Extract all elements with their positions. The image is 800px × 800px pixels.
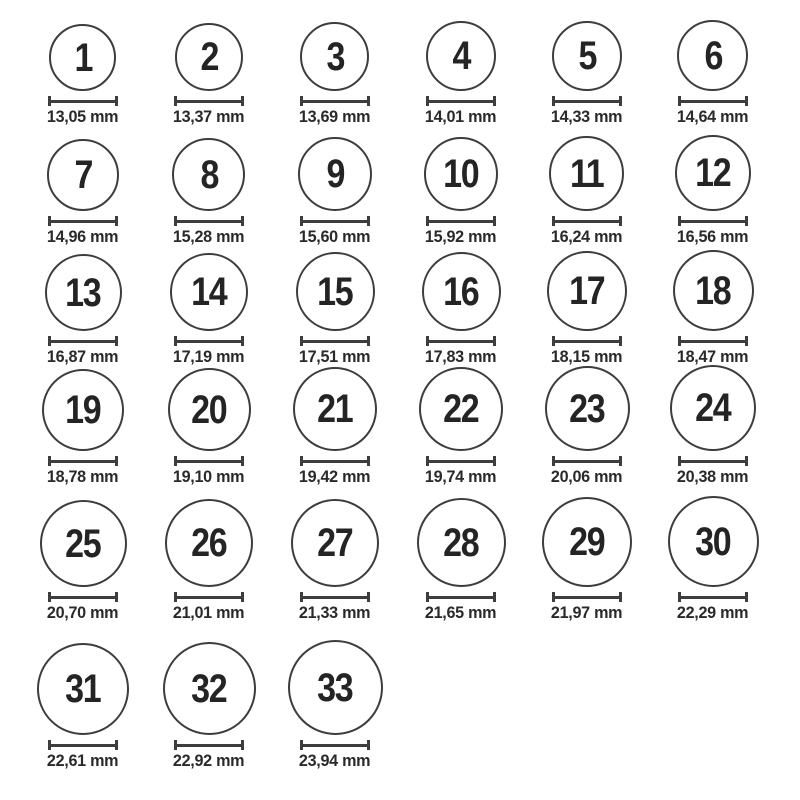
diameter-measure-line <box>48 96 118 106</box>
diameter-label: 17,51 mm <box>299 347 371 366</box>
ring-circle <box>670 365 756 451</box>
ring-size-item <box>423 21 498 126</box>
ring-circle <box>673 250 754 331</box>
diameter-measure-line <box>678 456 748 466</box>
diameter-label: 13,05 mm <box>47 107 119 126</box>
ring-size-item <box>291 499 379 622</box>
ring-size-number: 25 <box>65 521 101 566</box>
ring-size-number: 15 <box>317 269 353 314</box>
ring-circle <box>547 251 627 331</box>
ring-size-number: 22 <box>443 387 479 431</box>
diameter-label: 14,64 mm <box>677 107 749 126</box>
ring-size-item <box>668 496 759 622</box>
ring-size-item <box>549 136 624 246</box>
ring-circle <box>422 252 501 331</box>
ring-size-number: 26 <box>191 521 227 565</box>
ring-circle <box>175 23 243 91</box>
measure-line <box>555 460 619 463</box>
diameter-measure-line <box>426 96 496 106</box>
diameter-label: 19,42 mm <box>299 467 371 486</box>
ring-circle <box>675 135 751 211</box>
ring-size-number: 31 <box>65 667 101 711</box>
diameter-measure-line <box>174 216 244 226</box>
ring-size-number: 16 <box>443 269 479 314</box>
ring-size-item <box>168 368 251 486</box>
diameter-label: 20,38 mm <box>677 467 749 486</box>
ring-size-number: 24 <box>695 386 731 430</box>
measure-line <box>429 460 493 463</box>
diameter-label: 21,01 mm <box>173 603 245 622</box>
diameter-label: 19,10 mm <box>173 467 245 486</box>
ring-circle <box>668 496 759 587</box>
ring-size-item <box>545 366 630 486</box>
ring-circle <box>293 367 377 451</box>
ring-size-number: 7 <box>74 153 92 197</box>
measure-line <box>555 220 619 223</box>
diameter-measure-line <box>48 336 118 346</box>
diameter-label: 18,15 mm <box>551 347 623 366</box>
ring-size-number: 9 <box>326 152 344 196</box>
ring-circle <box>426 21 496 91</box>
measure-line <box>177 596 241 599</box>
ring-size-number: 23 <box>569 386 605 431</box>
diameter-measure-line <box>300 592 370 602</box>
ring-size-item <box>542 497 632 622</box>
measure-line <box>177 100 241 103</box>
ring-size-item <box>297 137 372 246</box>
measure-line <box>51 340 115 343</box>
ring-circle <box>42 369 124 451</box>
measure-line <box>681 596 745 599</box>
ring-size-item <box>417 498 506 622</box>
ring-size-item <box>419 367 503 486</box>
ring-circle <box>291 499 379 587</box>
ring-circle <box>549 136 624 211</box>
ring-circle <box>300 22 369 91</box>
ring-circle <box>40 500 127 587</box>
ring-size-number: 6 <box>704 33 722 78</box>
ring-size-item <box>37 643 129 770</box>
ring-size-number: 2 <box>200 35 218 79</box>
ring-size-number: 18 <box>695 268 731 313</box>
ring-circle <box>419 367 503 451</box>
ring-circle <box>37 643 129 735</box>
measure-line <box>303 596 367 599</box>
ring-size-item <box>423 137 498 246</box>
diameter-measure-line <box>678 336 748 346</box>
ring-size-item <box>673 250 754 366</box>
diameter-measure-line <box>552 336 622 346</box>
diameter-label: 16,87 mm <box>47 347 119 366</box>
measure-line <box>555 596 619 599</box>
ring-size-item <box>549 21 624 126</box>
ring-size-number: 33 <box>317 665 353 710</box>
diameter-measure-line <box>426 592 496 602</box>
ring-size-item <box>293 367 377 486</box>
ring-circle <box>49 24 116 91</box>
diameter-measure-line <box>300 456 370 466</box>
ring-circle <box>552 21 622 91</box>
diameter-measure-line <box>552 216 622 226</box>
diameter-label: 19,74 mm <box>425 467 497 486</box>
ring-size-number: 14 <box>191 270 227 314</box>
ring-circle <box>47 139 119 211</box>
ring-circle <box>163 642 256 735</box>
ring-size-item <box>288 640 383 770</box>
ring-size-number: 19 <box>65 388 101 432</box>
ring-size-item <box>675 135 751 246</box>
diameter-measure-line <box>48 216 118 226</box>
ring-circle <box>424 137 498 211</box>
measure-line <box>303 220 367 223</box>
ring-size-item <box>171 138 246 246</box>
diameter-measure-line <box>48 592 118 602</box>
ring-size-item <box>171 23 246 126</box>
diameter-measure-line <box>552 592 622 602</box>
measure-line <box>429 596 493 599</box>
diameter-measure-line <box>678 96 748 106</box>
ring-size-item <box>40 500 127 622</box>
diameter-measure-line <box>48 740 118 750</box>
ring-circle <box>545 366 630 451</box>
ring-circle <box>168 368 251 451</box>
diameter-measure-line <box>174 96 244 106</box>
measure-line <box>51 460 115 463</box>
ring-circle <box>296 252 375 331</box>
diameter-measure-line <box>174 592 244 602</box>
measure-line <box>681 340 745 343</box>
ring-circle <box>45 254 122 331</box>
diameter-label: 15,92 mm <box>425 227 497 246</box>
ring-circle <box>417 498 506 587</box>
diameter-label: 21,97 mm <box>551 603 623 622</box>
diameter-measure-line <box>678 216 748 226</box>
measure-line <box>51 100 115 103</box>
measure-line <box>681 460 745 463</box>
ring-circle <box>170 253 248 331</box>
diameter-label: 13,37 mm <box>173 107 245 126</box>
diameter-measure-line <box>426 336 496 346</box>
ring-size-number: 3 <box>326 34 344 79</box>
measure-line <box>555 100 619 103</box>
diameter-label: 21,33 mm <box>299 603 371 622</box>
diameter-measure-line <box>300 336 370 346</box>
diameter-label: 16,56 mm <box>677 227 749 246</box>
ring-size-number: 20 <box>191 387 227 432</box>
measure-line <box>303 460 367 463</box>
ring-size-item <box>547 251 627 366</box>
ring-size-item <box>42 369 124 486</box>
measure-line <box>681 220 745 223</box>
ring-size-number: 27 <box>317 521 353 565</box>
diameter-label: 13,69 mm <box>299 107 371 126</box>
diameter-label: 16,24 mm <box>551 227 623 246</box>
ring-size-number: 1 <box>74 35 92 80</box>
diameter-measure-line <box>552 456 622 466</box>
measure-line <box>555 340 619 343</box>
measure-line <box>303 100 367 103</box>
ring-circle <box>172 138 245 211</box>
diameter-label: 21,65 mm <box>425 603 497 622</box>
ring-size-number: 21 <box>317 387 353 431</box>
diameter-label: 23,94 mm <box>299 751 371 770</box>
diameter-measure-line <box>174 456 244 466</box>
ring-size-item <box>170 253 248 366</box>
measure-line <box>303 744 367 747</box>
measure-line <box>177 744 241 747</box>
measure-line <box>177 460 241 463</box>
ring-size-number: 13 <box>65 270 101 315</box>
ring-size-number: 5 <box>578 34 596 78</box>
diameter-measure-line <box>552 96 622 106</box>
ring-size-item <box>45 139 120 246</box>
diameter-measure-line <box>174 740 244 750</box>
ring-circle <box>298 137 372 211</box>
ring-size-number: 17 <box>569 269 605 313</box>
ring-size-number: 32 <box>191 666 227 711</box>
diameter-label: 17,19 mm <box>173 347 245 366</box>
diameter-label: 22,29 mm <box>677 603 749 622</box>
ring-size-item <box>422 252 501 366</box>
diameter-measure-line <box>300 216 370 226</box>
ring-circle <box>677 20 748 91</box>
diameter-label: 18,47 mm <box>677 347 749 366</box>
diameter-measure-line <box>300 96 370 106</box>
diameter-measure-line <box>426 216 496 226</box>
measure-line <box>429 100 493 103</box>
diameter-label: 15,28 mm <box>173 227 245 246</box>
ring-size-item <box>45 254 122 366</box>
diameter-label: 18,78 mm <box>47 467 119 486</box>
ring-size-item <box>45 24 120 126</box>
ring-size-number: 4 <box>452 34 470 78</box>
measure-line <box>177 340 241 343</box>
measure-line <box>51 220 115 223</box>
ring-size-item <box>670 365 756 486</box>
measure-line <box>177 220 241 223</box>
diameter-label: 22,92 mm <box>173 751 245 770</box>
ring-size-number: 30 <box>695 519 731 564</box>
diameter-label: 14,33 mm <box>551 107 623 126</box>
measure-line <box>429 220 493 223</box>
measure-line <box>303 340 367 343</box>
diameter-measure-line <box>300 740 370 750</box>
ring-circle <box>542 497 632 587</box>
diameter-label: 14,96 mm <box>47 227 119 246</box>
ring-circle <box>165 499 253 587</box>
diameter-measure-line <box>426 456 496 466</box>
ring-size-item <box>163 642 256 770</box>
measure-line <box>681 100 745 103</box>
ring-size-item <box>165 499 253 622</box>
diameter-label: 17,83 mm <box>425 347 497 366</box>
diameter-label: 15,60 mm <box>299 227 371 246</box>
diameter-measure-line <box>48 456 118 466</box>
ring-size-number: 10 <box>443 152 479 196</box>
ring-size-number: 29 <box>569 520 605 564</box>
ring-size-item <box>296 252 375 366</box>
measure-line <box>51 596 115 599</box>
diameter-label: 20,70 mm <box>47 603 119 622</box>
ring-circle <box>288 640 383 735</box>
diameter-measure-line <box>174 336 244 346</box>
diameter-label: 20,06 mm <box>551 467 623 486</box>
ring-size-number: 11 <box>570 151 604 196</box>
ring-size-number: 12 <box>695 151 731 195</box>
ring-size-number: 28 <box>443 520 479 565</box>
diameter-label: 14,01 mm <box>425 107 497 126</box>
ring-size-number: 8 <box>200 152 218 197</box>
measure-line <box>429 340 493 343</box>
diameter-measure-line <box>678 592 748 602</box>
ring-size-item <box>297 22 372 126</box>
measure-line <box>51 744 115 747</box>
diameter-label: 22,61 mm <box>47 751 119 770</box>
ring-size-chart <box>20 0 776 770</box>
ring-size-item <box>675 20 750 126</box>
